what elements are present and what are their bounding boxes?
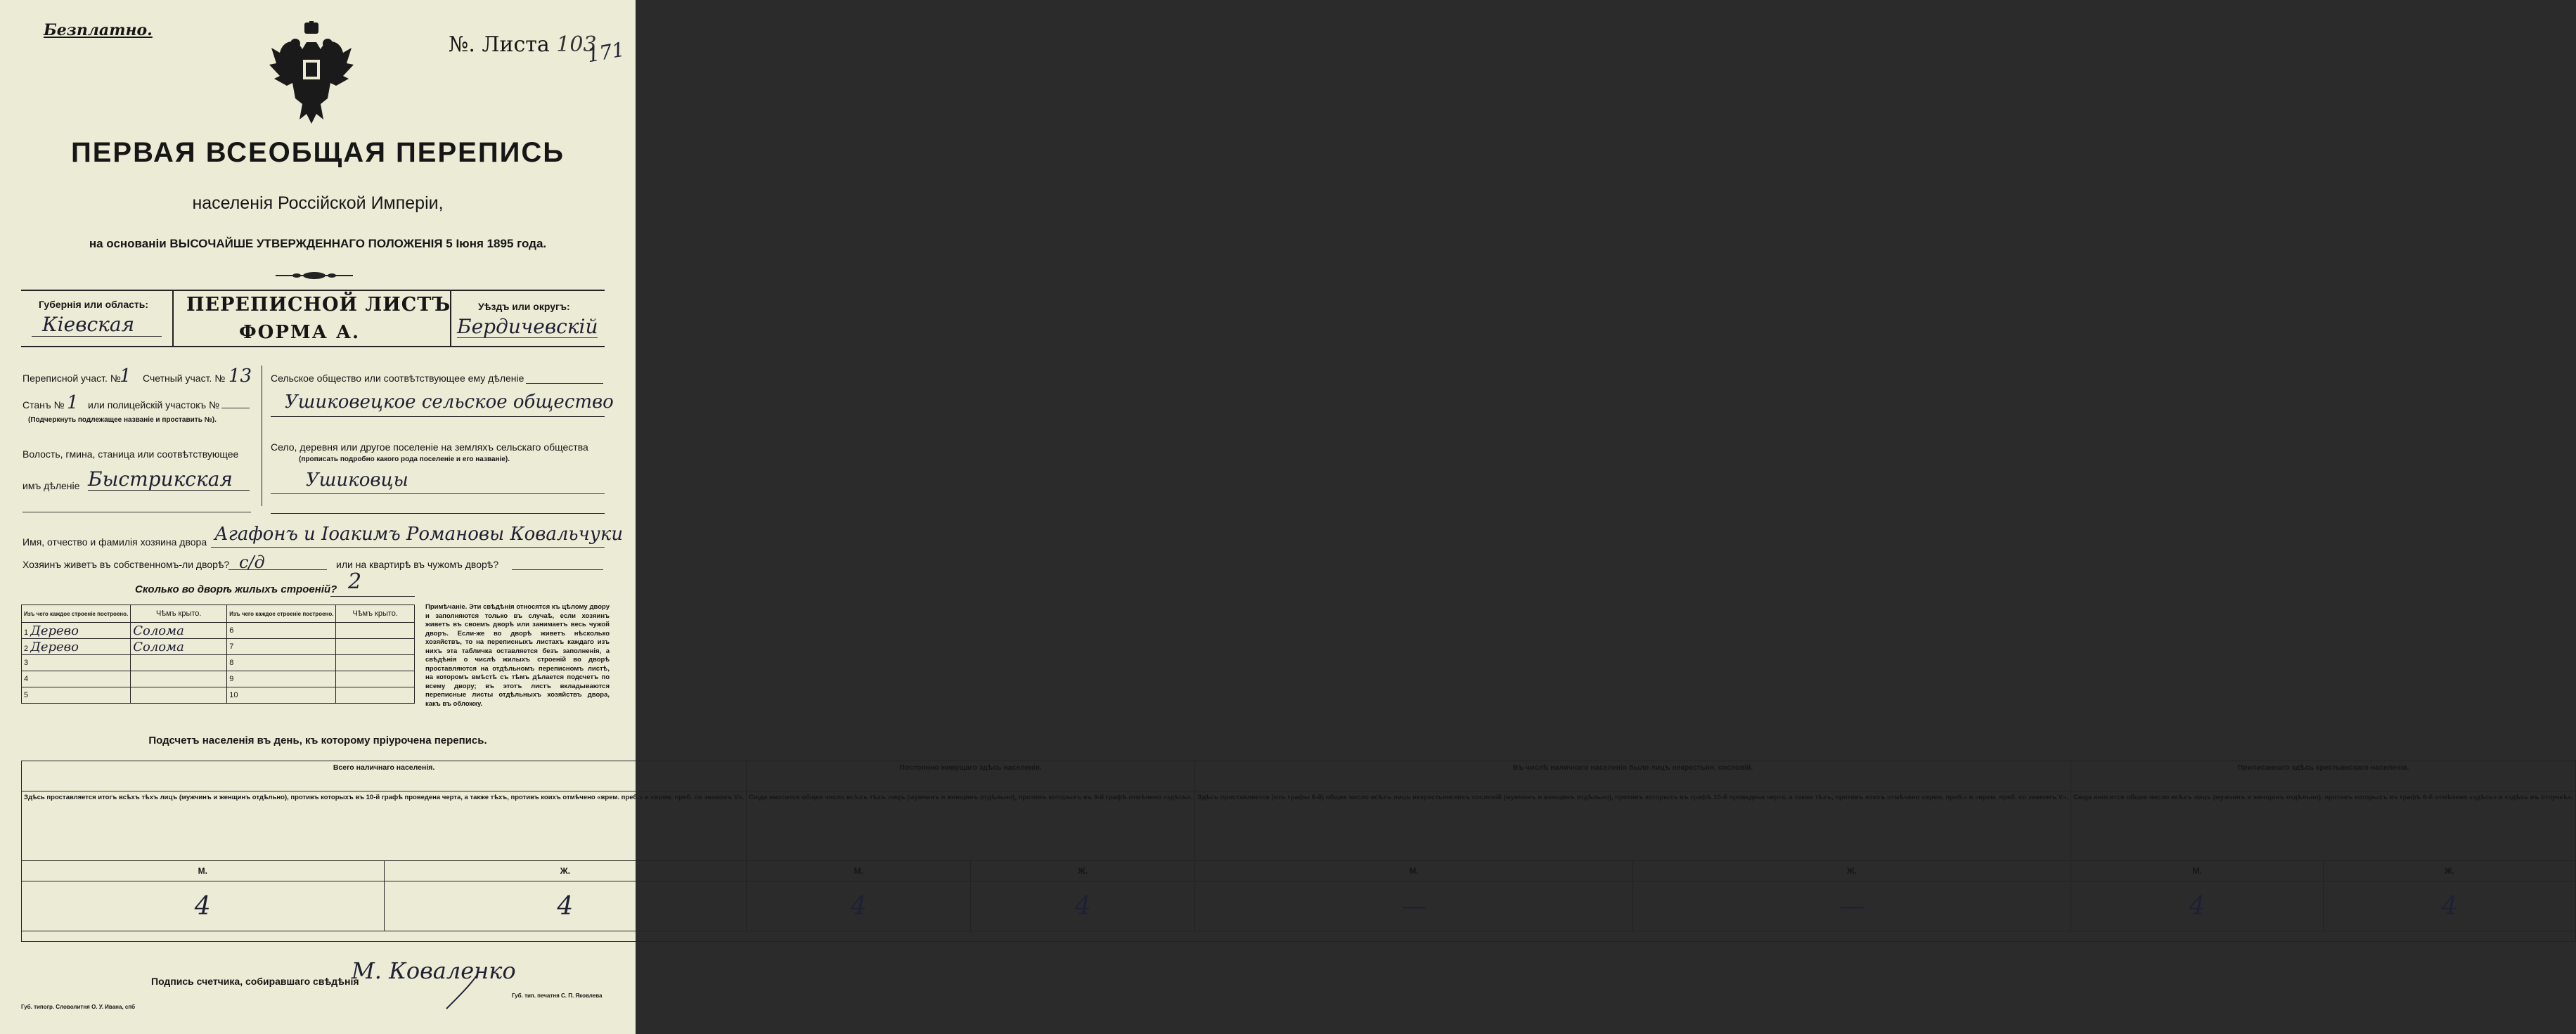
count-female: — [1633,881,2071,931]
table-row [22,639,415,655]
divider [21,346,605,347]
male-header: М. [22,861,385,881]
summary-col-desc: Сюда вносится общее число всѣхъ тѣхъ лицъ (мужчинъ и женщинъ отдѣльно), противъ которыхъ въ 9-й графѣ отмѣчено «здѣсь». [747,791,1195,861]
underline-note: (Подчеркнуть подлежащее названіе и проставить №). [28,416,217,424]
form-subtitle: ФОРМА А. [239,322,361,343]
rent-label: или на квартирѣ въ чужомъ дворѣ? [336,559,499,570]
table-row [22,623,415,639]
summary-col-desc: Сюда вносится общее число всѣхъ лицъ (мужчинъ и женщинъ отдѣльно), противъ которыхъ въ графѣ 8-й отмѣчено «здѣсь» и «здѣсь въ отлучкѣ». [2071,791,2575,861]
sheet-number-alt: 171 [585,37,626,67]
row-number: 4 [24,675,29,683]
fill-line [88,490,250,491]
row-number: 5 [24,691,29,699]
row-number: 9 [229,675,234,683]
gubernia-value: Кіевская [42,313,135,336]
owner-name-label: Имя, отчество и фамилія хозяина двора [22,536,207,548]
note-text: Примѣчаніе. Эти свѣдѣнія относятся къ цѣлому двору и заполняются только въ случаѣ, если хозяинъ живетъ въ своемъ дворѣ или занимаетъ весь чужой дворъ. Если-же во дворѣ живетъ нѣсколько хозяйствъ, то на переписныхъ листахъ каждаго изъ нихъ эта табличка оставляется безъ заполненія, а свѣдѣнія о числѣ жилыхъ строеній во дворѣ проставляются на отдѣльномъ переписномъ листѣ, на которомъ вмѣстѣ съ тѣмъ дѣлается подсчетъ по всему двору; въ этотъ листъ вкладываются переписные листы отдѣльныхъ хозяйствъ двора, какъ въ обложку. [425,603,610,708]
female-header: Ж. [1633,861,2071,881]
village-value: Ушиковцы [306,470,408,491]
count-unit-value: 13 [228,366,252,387]
fill-line [271,513,605,514]
material-cell: Дерево [30,623,79,638]
row-number: 8 [229,659,234,667]
count-male: 4 [22,881,385,931]
owner-name-value: Агафонъ и Іоакимъ Романовы Ковальчуки [214,524,624,545]
fill-line [271,493,605,494]
row-number: 6 [229,626,234,635]
form-title: ПЕРЕПИСНОЙ ЛИСТЪ [186,294,451,316]
census-unit-label: Переписной участ. № [22,373,121,384]
row-number: 1 [24,628,29,637]
count-female: 4 [384,881,747,931]
buildings-table [21,605,415,704]
male-header: М. [2071,861,2323,881]
row-number: 3 [24,659,29,667]
summary-col-head: Приписаннаго здѣсь крестьянскаго населенія. [2071,761,2575,791]
fill-line [512,569,603,570]
buildings-value: 2 [348,569,362,594]
count-female: 4 [971,881,1195,931]
footer-right: Губ. тип. печатня С. П. Яковлева [512,993,603,999]
volost-label: Волость, гмина, станица или соотвѣтствующее [22,448,239,460]
society-label: Сельское общество или соотвѣтствующее ему дѣленіе [271,373,524,384]
fill-line [32,336,162,337]
free-label: Безплатно. [44,21,153,39]
col-material-header: Изъ чего каждое строеніе построено. [227,605,336,623]
own-yard-label: Хозяинъ живетъ въ собственномъ-ли дворѣ? [22,559,230,570]
village-label: Село, деревня или другое поселеніе на земляхъ сельскаго общества [271,441,588,453]
summary-col-desc: Здѣсь проставляется (изъ графы 6-й) общее число всѣхъ лицъ некрестьянскихъ сословій (мужчинъ и женщинъ отдѣльно), противъ которыхъ въ графѣ 10-й проведена черта, а также тѣхъ, противъ коихъ отмѣчено «врем. преб.» и «врем. преб. со знакомъ V». [1195,791,2071,861]
stan-value: 1 [67,392,79,413]
census-title: ПЕРВАЯ ВСЕОБЩАЯ ПЕРЕПИСЬ [71,137,565,168]
summary-col-head: Постоянно живущаго здѣсь населенія. [747,761,1195,791]
signature-label: Подпись счетчика, собиравшаго свѣдѣнія [151,976,359,987]
fill-line [457,337,598,338]
signature-flourish-icon [429,970,485,1012]
count-male: 4 [2071,881,2323,931]
female-header: Ж. [2324,861,2576,881]
volost-label-2: имъ дѣленіе [22,480,80,491]
roof-cell: Солома [133,639,184,654]
female-header: Ж. [384,861,747,881]
row-number: 10 [229,691,238,699]
gubernia-label: Губернія или область: [39,299,149,310]
census-subtitle: населенія Россійской Имперіи, [192,193,444,213]
village-note: (прописать подробно какого рода поселеніе и его названіе). [299,455,510,463]
signature-value: М. Коваленко [352,957,516,984]
table-row [22,655,415,671]
count-female: 4 [2324,881,2576,931]
sheet-label: №. Листа [449,32,550,57]
material-cell: Дерево [30,639,79,654]
sheet-number-block [449,32,597,57]
summary-table [21,761,2576,942]
summary-title: Подсчетъ населенія въ день, къ которому пріурочена перепись. [148,735,487,747]
col-roof-header: Чѣмъ крыто. [131,605,227,623]
count-male: 4 [747,881,971,931]
roof-cell: Солома [133,623,184,638]
table-row [22,671,415,687]
col-material-header: Изъ чего каждое строеніе построено. [22,605,131,623]
own-yard-value: с/д [239,552,265,572]
summary-col-head: Въ числѣ наличнаго населенія было лицъ некрестьян. сословій. [1195,761,2071,791]
footer-left: Губ. типогр. Словолитня О. У. Ивана, спб [21,1004,136,1010]
fill-line [330,596,415,597]
census-unit-value: 1 [120,366,131,387]
row-number: 2 [24,644,29,653]
table-row [22,687,415,704]
fill-line [526,383,603,384]
census-basis: на основаніи ВЫСОЧАЙШЕ УТВЕРЖДЕННАГО ПОЛОЖЕНІЯ 5 Іюня 1895 года. [89,237,547,250]
count-unit-label: Счетный участ. № [143,373,226,384]
ornament-divider-icon [276,271,353,280]
volost-value: Быстрикская [88,467,233,491]
uezd-label: Уѣздъ или округъ: [478,301,570,312]
female-header: Ж. [971,861,1195,881]
fill-line [271,416,605,417]
sheet-number: 103 [556,32,597,57]
male-header: М. [747,861,971,881]
col-roof-header: Чѣмъ крыто. [336,605,415,623]
summary-col-head: Всего наличнаго населенія. [22,761,747,791]
stan-label: Станъ № [22,399,65,411]
society-value: Ушиковецкое сельское общество [285,392,614,413]
fill-line [211,547,605,548]
uezd-value: Бердичевскій [457,315,598,338]
police-label: или полицейскій участокъ № [88,399,220,411]
divider [172,290,174,346]
buildings-label: Сколько во дворѣ жилыхъ строеній? [135,583,337,595]
fill-line [228,569,327,570]
male-header: М. [1195,861,1633,881]
double-headed-eagle-icon [266,21,357,127]
count-male: — [1195,881,1633,931]
row-number: 7 [229,642,234,651]
summary-col-desc: Здѣсь проставляется итогъ всѣхъ тѣхъ лицъ (мужчинъ и женщинъ отдѣльно), противъ которыхъ въ 10-й графѣ проведена черта, а также тѣхъ, противъ коихъ отмѣчено «врем. преб.» и «врем. преб. со знакомъ V». [22,791,747,861]
